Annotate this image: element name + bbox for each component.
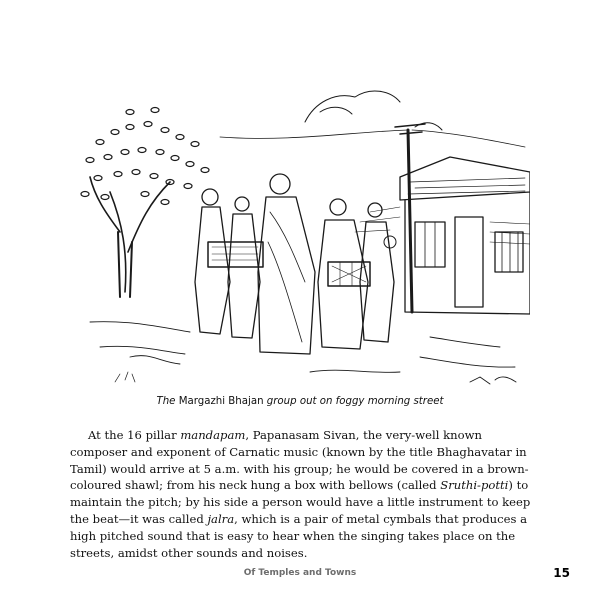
paragraph-term-jalra: jalra [207, 511, 235, 526]
house-sketch [355, 157, 530, 314]
illustration-caption [70, 396, 530, 407]
caption-suffix: group out on foggy morning street [266, 396, 444, 407]
paragraph-text-1: At the 16 pillar [88, 428, 181, 442]
paragraph-term-mandapam: mandapam [180, 428, 246, 442]
paragraph-text-3: ) to maintain the pitch; by his side a person would have a little instrument to keep the beat—it was called [70, 478, 531, 526]
caption-subject: Margazhi Bhajan [178, 396, 264, 407]
paragraph-term-sruthi-potti: Sruthi-potti [440, 478, 509, 493]
bhajan-group-illustration [70, 82, 530, 394]
ground-strokes [90, 322, 516, 384]
body-paragraph [70, 427, 532, 561]
caption-prefix: The [156, 396, 176, 407]
electric-pole [220, 124, 525, 312]
paragraph-text-4: , which is a pair of metal cymbals that produces a high pitched sound that is easy to hear when the singing takes place on the streets, amidst other sounds and noises. [70, 511, 528, 560]
tree-sketch [81, 108, 209, 298]
page-number: 15 [553, 566, 570, 580]
bhajan-singers [195, 174, 396, 354]
paragraph-text-2: , Papanasam Sivan, the very-well known composer and exponent of Carnatic music (known by the title Bhaghavatar in Tamil) would arrive at 5 a.m. with his group; he would be covered in a brown-coloured shawl; from his neck hung a box with bellows (called [70, 428, 529, 493]
footer-book-title: Of Temples and Towns [243, 568, 357, 578]
